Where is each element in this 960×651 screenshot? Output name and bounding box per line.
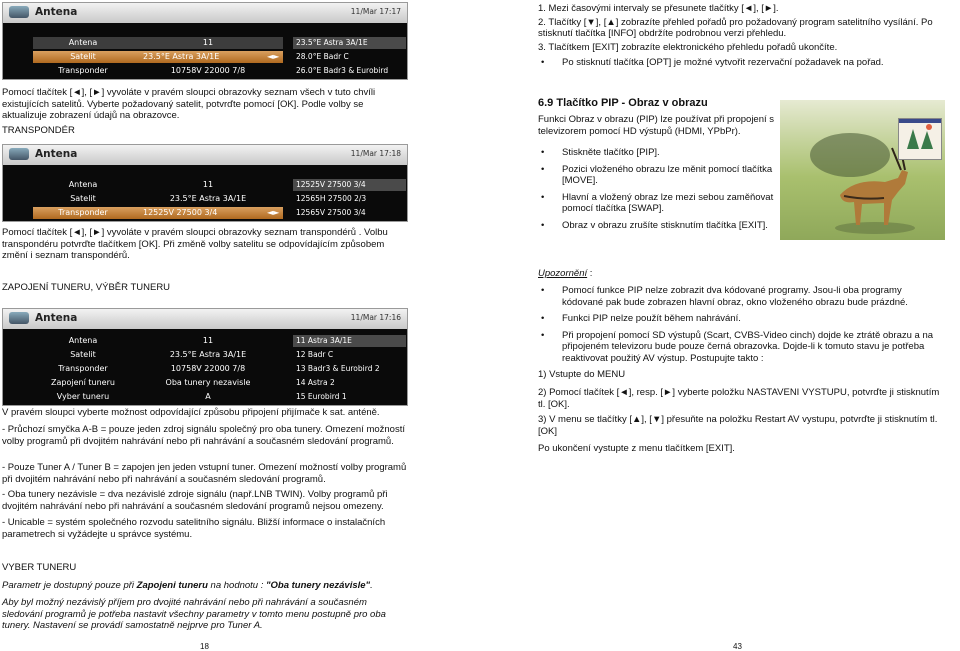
epg-steps — [538, 3, 943, 69]
osd-date: 11/Mar 17:17 — [350, 7, 401, 16]
osd-row-satellite[interactable]: Satelit 23.5°E Astra 3A/1E — [70, 350, 247, 359]
osd-list-item[interactable]: 12565H 27500 2/3 — [296, 194, 367, 203]
step-menu: 1) Vstupte do MENU — [538, 369, 626, 380]
list-item: • Při propojení pomocí SD výstupů (Scart, CVBS-Video cinch) dojde ke ztrátě obrazu a na připojeném televizoru bude pouze černá obrazovka. Dojde-li k tomuto stavu je potřeba reaktivovat použitý AV výstup. Postupujte takto : — [538, 330, 943, 365]
warning-heading: Upozornění : — [538, 268, 593, 279]
osd-transponder — [2, 144, 408, 222]
osd-row-antenna[interactable]: Antena 11 — [33, 37, 283, 49]
osd-list-item[interactable]: 12525V 27500 3/4 — [293, 179, 406, 191]
pip-steps — [538, 147, 783, 231]
paragraph-satellite: Pomocí tlačítek [◄], [►] vyvoláte v pravém sloupci obrazovky seznam všech v tuto chvíli existujících satelitů. Vyberte požadovaný satelit, potvrďte pomocí [OK]. Podle volby se aktualizuje zobrazení údajů na obrazovce. — [2, 87, 376, 121]
osd-antenna-satellite — [2, 2, 408, 80]
osd-list-item[interactable]: 12 Badr C — [296, 350, 334, 359]
paragraph-single-tuner: - Pouze Tuner A / Tuner B = zapojen jen jeden vstupní tuner. Omezení možností volby programů při dvojitém nahrávání nebo při nahrávání a současném sledování programů. — [2, 462, 407, 485]
step-exit: Po ukončení vystupte z menu tlačítkem [EXIT]. — [538, 443, 735, 454]
osd-list-item[interactable]: 12565V 27500 3/4 — [296, 208, 366, 217]
osd-list-item[interactable]: 11 Astra 3A/1E — [293, 335, 406, 347]
warning-list — [538, 285, 943, 364]
osd-list-item[interactable]: 23.5°E Astra 3A/1E — [293, 37, 406, 49]
paragraph-loop: - Průchozí smyčka A-B = pouze jeden zdroj signálu společný pro oba tunery. Omezení možností volby programů při dvojitém nahrávání nebo při nahrávání a současném sledování programů. — [2, 424, 405, 447]
arrows-icon: ◄► — [267, 52, 280, 61]
step-output-settings: 2) Pomocí tlačítek [◄], resp. [►] vyberte položku NASTAVENI VYSTUPU, potvrďte ji stisknutím tl. [OK]. — [538, 387, 940, 410]
osd-row-transponder[interactable]: Transponder 10758V 22000 7/8 — [58, 364, 246, 373]
list-item: • Hlavní a vložený obraz lze mezi sebou zaměňovat pomocí tlačítka [SWAP]. — [538, 192, 783, 215]
osd-title: Antena — [35, 148, 78, 160]
list-item: • Funkci PIP nelze použít během nahrávání. — [538, 313, 943, 325]
pip-image — [780, 100, 945, 240]
osd-header — [3, 3, 407, 23]
heading-transponder: TRANSPONDÉR — [2, 125, 75, 136]
section-heading-pip: 6.9 Tlačítko PIP - Obraz v obrazu — [538, 97, 708, 109]
list-item: 2. Tlačítky [▼], [▲] zobrazíte přehled pořadů pro požadovaný program satelitního vysílání. Po stisknutí tlačítka [INFO] obdržíte podrobnou verzi přehledu. — [538, 16, 933, 39]
osd-list-item[interactable]: 28.0°E Badr C — [296, 52, 349, 61]
osd-list-item[interactable]: 26.0°E Badr3 & Eurobird — [296, 66, 389, 75]
list-item: • Po stisknutí tlačítka [OPT] je možné vytvořit rezervační požadavek na pořad. — [538, 57, 943, 69]
step-restart-av: 3) V menu se tlačítky [▲], [▼] přesuňte na položku Restart AV vystupu, potvrďte ji stisknutím tl.[OK] — [538, 414, 938, 437]
pip-window — [898, 118, 942, 160]
list-item: 3. Tlačítkem [EXIT] zobrazíte elektronického přehledu pořadů ukončíte. — [538, 41, 838, 53]
osd-row-satellite[interactable]: Satelit 23.5°E Astra 3A/1E — [70, 194, 247, 203]
osd-list-item[interactable]: 14 Astra 2 — [296, 378, 335, 387]
paragraph-transponder: Pomocí tlačítek [◄], [►] vyvoláte v pravém sloupci obrazovky seznam transpondérů . Volbu transpondéru potvrďte tlačítkem [OK]. Při změně volby satelitu se odpovídajícím způsobem změní i seznam transpondérů. — [2, 227, 388, 261]
list-item: • Obraz v obrazu zrušíte stisknutím tlačítka [EXIT]. — [538, 220, 783, 232]
osd-date: 11/Mar 17:16 — [350, 313, 401, 322]
paragraph-tuner-intro: V pravém sloupci vyberte možnost odpovídající způsobu připojení přijímače k sat. anténě. — [2, 407, 380, 418]
osd-row-transponder[interactable]: Transponder 12525V 27500 3/4 ◄► — [33, 207, 283, 219]
osd-date: 11/Mar 17:18 — [350, 149, 401, 158]
osd-list-item[interactable]: 15 Eurobird 1 — [296, 392, 347, 401]
osd-row-satellite[interactable]: Satelit 23.5°E Astra 3A/1E ◄► — [33, 51, 283, 63]
osd-list-item[interactable]: 13 Badr3 & Eurobird 2 — [296, 364, 380, 373]
osd-row-transponder[interactable]: Transponder 10758V 22000 7/8 — [58, 66, 246, 75]
paragraph-unicable: - Unicable = systém společného rozvodu satelitního signálu. Bližší informace o instalačních parametrech si vyžádejte u správce systému. — [2, 517, 386, 540]
paragraph-independent: - Oba tunery nezávisle = dva nezávislé zdroje signálu (např.LNB TWIN). Volby programů při dvojitém nahrávání nebo při nahrávání a současném sledování programů nejsou omezeny. — [2, 489, 388, 512]
page-number: 18 — [200, 642, 209, 651]
list-item: • Stiskněte tlačítko [PIP]. — [538, 147, 783, 159]
antenna-icon — [9, 6, 29, 18]
osd-tuner — [2, 308, 408, 406]
list-item: • Pozici vloženého obrazu lze měnit pomocí tlačítka [MOVE]. — [538, 164, 783, 187]
osd-row-tuner-select[interactable]: Vyber tuneru A — [56, 392, 211, 401]
antenna-icon — [9, 148, 29, 160]
arrows-icon: ◄► — [267, 208, 280, 217]
page-number: 43 — [733, 642, 742, 651]
heading-select-tuner: VYBER TUNERU — [2, 562, 77, 573]
osd-row-tuner-connection[interactable]: Zapojení tuneru Oba tunery nezavisle — [51, 378, 251, 387]
osd-row-antenna[interactable]: Antena 11 — [68, 336, 214, 345]
note-availability: Parametr je dostupný pouze při Zapojeni tuneru na hodnotu : "Oba tunery nezávisle". — [2, 580, 373, 591]
osd-title: Antena — [35, 6, 78, 18]
paragraph-pip: Funkci Obraz v obrazu (PIP) lze používat při propojení s televizorem pomocí HD výstupů (HDMI, YPbPr). — [538, 114, 775, 137]
note-independent: Aby byl možný nezávislý příjem pro dvojité nahrávání nebo při nahrávání a současném sledování programů je potřeba nastavit všechny parametry v tomto menu postupně pro oba tunery. Nastavení se provádí samostatně nejprve pro Tuner A. — [2, 597, 386, 631]
list-item: 1. Mezi časovými intervaly se přesunete tlačítky [◄], [►]. — [538, 3, 779, 14]
list-item: • Pomocí funkce PIP nelze zobrazit dva kódované programy. Jsou-li oba programy kódované pak bude zobrazen hlavní obraz, okno vloženého obrazu bude prázdné. — [538, 285, 943, 308]
osd-row-antenna[interactable]: Antena 11 — [68, 180, 214, 189]
osd-title: Antena — [35, 312, 78, 324]
heading-tuner: ZAPOJENÍ TUNERU, VÝBĚR TUNERU — [2, 282, 171, 293]
antenna-icon — [9, 312, 29, 324]
